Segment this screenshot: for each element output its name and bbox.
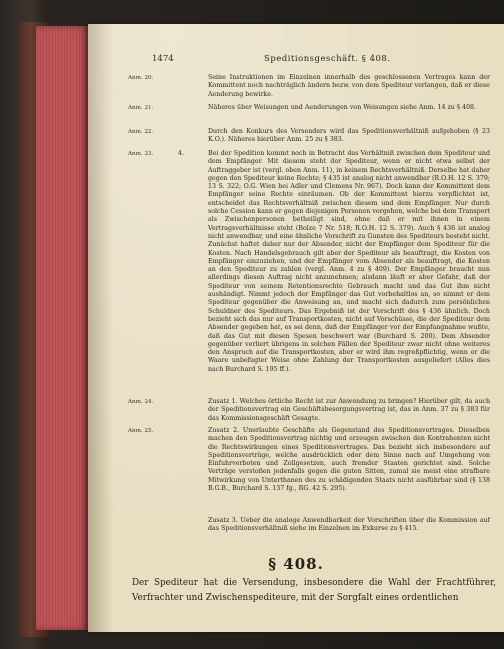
page-edges <box>36 26 90 630</box>
annotation-text: Zusatz 2. Unerlaubte Geschäfte als Gegenstand des Speditionsvertrages. Dieselben machen den Speditionsvertrag nichtig und erzeugen zwischen den Kontrahenten nicht die Rechtswirkungen eines Speditionsvertrages. Das bezieht sich insbesondere auf Speditionsverträge, welche ausdrücklich oder dem Sinne nach auf Umgehung von Einfuhrverboten und Zollgesetzen, auch fremder Staaten gerichtet sind. Solche Verträge verstoßen jedenfalls gegen die guten Sitten, zumal sie meist eine strafbare Mitwirkung von Unterthanen des zu schädigenden Staats nicht ausführbar sind (§ 138 B.G.B., Burchard S. 137 fg., RG. 42 S. 295). <box>208 427 490 493</box>
annotation-text: Bei der Spedition kommt noch in Betracht das Verhältniß zwischen dem Spediteur und dem Empfänger. Mit diesem steht der Spediteur, wenn er nicht etwa selbst der Auftraggeber ist (vergl. oben Anm. 11), in keinem Rechtsverhältniß. Derselbe hat daher gegen den Spediteur keine Rechte; § 435 ist analog nicht anwendbar (R.O.H. 12 S. 379; 13 S. 322; O.G. Wien bei Adler und Clemens Nr. 967). Doch kann der Kommittent dem Empfänger seine Rechte einräumen. Ob der Kommittent hierzu verpflichtet ist, entscheidet das Rechtsverhältniß zwischen diesem und dem Empfänger. Nur durch solche Cession kann er gegen diejenigen Personen vorgehen, welche bei dem Transport als Zwischenpersonen betheiligt sind, ohne daß er mit ihnen in einem Vertragsverhältnisse steht (Bolze 7 Nr. 518; R.O.H. 12 S. 379). Auch § 436 ist analog nicht anwendbar, und eine ähnliche Vorschrift zu Gunsten des Spediteurs besteht nicht. Zunächst haftet daher nur der Absender, nicht der Empfänger dem Spediteur für die Kosten. Nach Handelsgebrauch gilt aber der Spediteur als beauftragt, die Kosten von Empfänger einzuziehen, und der Empfänger vom Absender als beauftragt, die Kosten an den Spediteur zu zahlen (vergl. Anm. 4 zu § 409). Der Empfänger braucht nun allerdings diesen Auftrag nicht anzunehmen; alsdann läuft er aber Gefahr, daß der Spediteur von seinem Retentionsrechte Gebrauch macht und das Gut ihm nicht aushändigt. Nimmt jedoch der Empfänger das Gut vorbehaltlos an, so nimmt er dem Spediteur gegenüber die Anweisung an, und macht sich dadurch zum persönlichen Schuldner des Spediteurs. Das Ergebniß ist der Vorschrift des § 436 ähnlich. Doch bezieht sich das nur auf Transportkosten, nicht auf Vorschüsse, die der Spediteur dem Absender gegeben hat, es sei denn, daß der Empfänger vor der Empfangnahme wußte, daß das Gut mit diesen Spesen beschwert war (Burchard S. 200). Dem Absender gegenüber verliert übrigens in solchen Fällen der Spediteur zwar nicht ohne weiteres den Anspruch auf die Transportkosten, aber er wird ihm regreßpflichtig, wenn er die Waare unbefugter Weise ohne Zahlung der Transportkosten ausgeliefert (Alles dies nach Burchard S. 195 ff.). <box>208 150 490 373</box>
annotation-entry <box>128 398 498 425</box>
annotation-text: Zusatz 3. Ueber die analoge Anwendbarkeit der Vorschriften über die Kommission auf das Speditionsverhältniß siehe im Einzelnen im Exkurse zu § 415. <box>208 517 490 533</box>
annotation-text: Durch den Konkurs des Versenders wird das Speditionsverhältniß aufgehoben (§ 23 K.O.). Näheres hierüber Anm. 25 zu § 383. <box>208 128 490 144</box>
annotation-label: Anm. 25. <box>128 428 154 434</box>
annotation-label: Anm. 23. <box>128 151 154 157</box>
annotation-entry <box>128 104 498 122</box>
annotation-text: Zusatz 1. Welches örtliche Recht ist zur Anwendung zu bringen? Hierüber gilt, da auch der Speditionsvertrag ein Geschäftsbesorgungsvertrag ist, das in Anm. 37 zu § 383 für das Kommissionsgeschäft Gesagte. <box>208 398 490 422</box>
annotation-label: Anm. 24. <box>128 399 154 405</box>
section-text: Der Spediteur hat die Versendung, insbesondere die Wahl der Frachtführer, Verfrachter und Zwischenspediteure, mit der Sorgfalt eines ordentlichen <box>132 578 496 603</box>
item-number: 4. <box>178 150 185 157</box>
annotation-entry <box>128 74 498 98</box>
annotation-entry <box>128 128 498 146</box>
annotation-entry <box>128 150 498 398</box>
annotation-label: Anm. 21. <box>128 105 154 111</box>
annotation-text: Näheres über Weisungen und Aenderungen von Weisungen siehe Anm. 14 zu § 408. <box>208 104 477 111</box>
page-number: 1474 <box>152 54 174 64</box>
annotation-entry <box>128 427 498 513</box>
section-title: § 408. <box>268 555 324 573</box>
page-header <box>88 54 504 68</box>
annotation-text: Seine Instruktionen im Einzelnen innerhalb des geschlossenen Vertrages kann der Kommittent noch nachträglich ändern bezw. von dem Spediteur verlangen, daß er diese Aenderung bewirke. <box>208 74 490 98</box>
annotation-entry <box>128 517 498 535</box>
running-title: Speditionsgeschäft. § 408. <box>264 54 391 64</box>
annotation-label: Anm. 20. <box>128 75 154 81</box>
annotation-label: Anm. 22. <box>128 129 154 135</box>
book-page <box>88 24 504 632</box>
